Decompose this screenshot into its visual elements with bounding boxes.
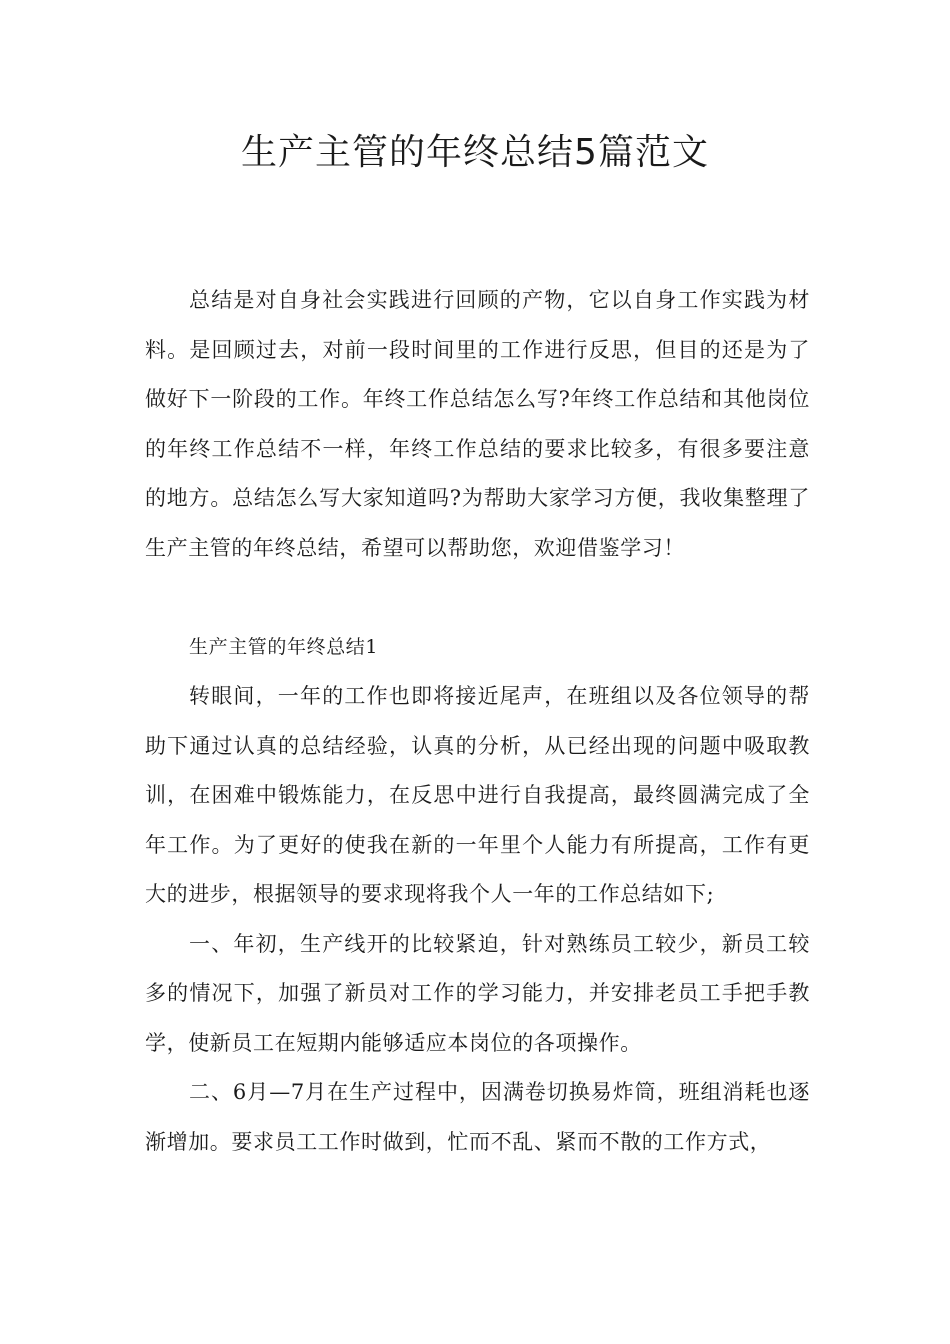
section-heading: 生产主管的年终总结1 [189,635,379,658]
document-title: 生产主管的年终总结5篇范文 [241,132,709,173]
body-paragraph: 一、年初，生产线开的比较紧迫，针对熟练员工较少，新员工较多的情况下，加强了新员对工作的学习能力，并安排老员工手把手教学，使新员工在短期内能够适应本岗位的各项操作。 [145,931,810,1055]
body-paragraph: 转眼间，一年的工作也即将接近尾声，在班组以及各位领导的帮助下通过认真的总结经验，认真的分析，从已经出现的问题中吸取教训，在困难中锻炼能力，在反思中进行自我提高，最终圆满完成了全年工作。为了更好的使我在新的一年里个人能力有所提高，工作有更大的进步，根据领导的要求现将我个人一年的工作总结如下; [145,684,810,906]
body-paragraph: 二、6月—7月在生产过程中，因满卷切换易炸筒，班组消耗也逐渐增加。要求员工工作时做到，忙而不乱、紧而不散的工作方式， [145,1080,810,1154]
paragraph-spacer [145,573,810,623]
document-body [145,276,810,1167]
intro-paragraph: 总结是对自身社会实践进行回顾的产物，它以自身工作实践为材料。是回顾过去，对前一段时间里的工作进行反思，但目的还是为了做好下一阶段的工作。年终工作总结怎么写?年终工作总结和其他岗位的年终工作总结不一样，年终工作总结的要求比较多，有很多要注意的地方。总结怎么写大家知道吗?为帮助大家学习方便，我收集整理了生产主管的年终总结，希望可以帮助您，欢迎借鉴学习！ [145,288,810,560]
